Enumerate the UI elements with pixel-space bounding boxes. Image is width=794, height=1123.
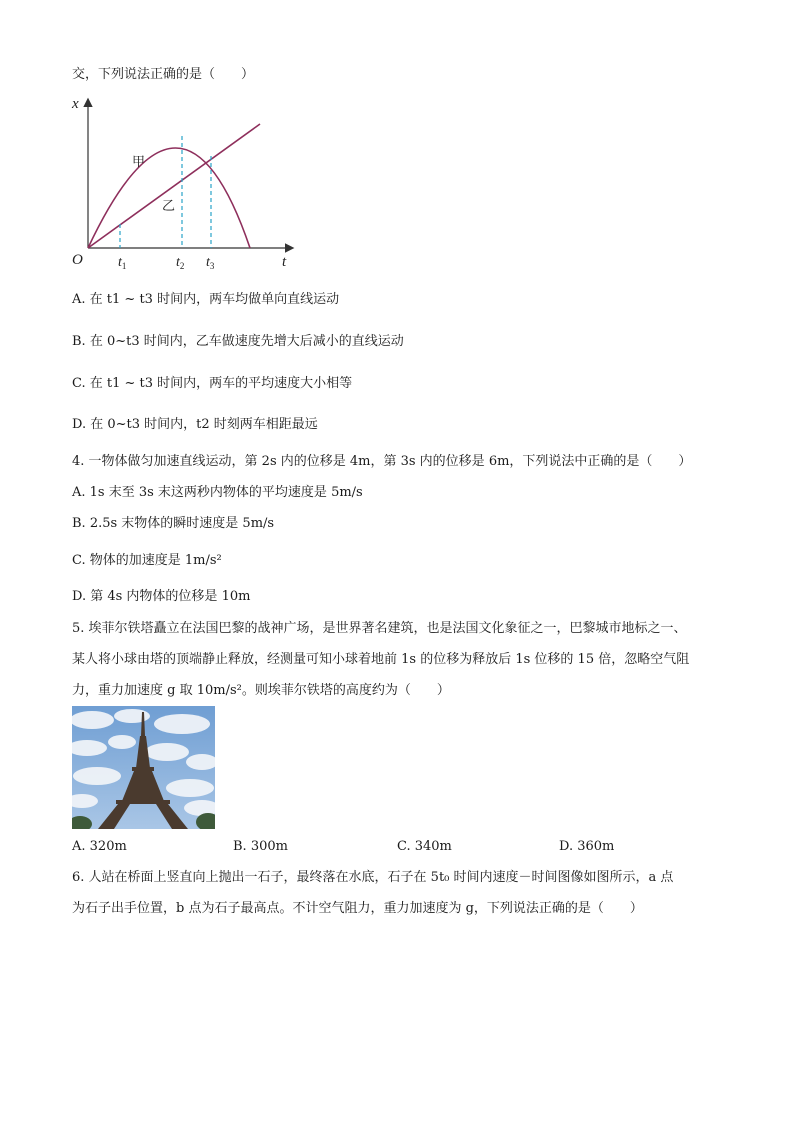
- q4-option-c: C. 物体的加速度是 1m/s²: [72, 553, 222, 568]
- origin-label: O: [72, 252, 83, 268]
- q3-option-a: A. 在 t1 ~ t3 时间内，两车均做单向直线运动: [72, 292, 340, 307]
- tick-t3: $t_3$: [206, 255, 215, 271]
- curve-yi: [88, 124, 260, 248]
- q3-option-d: D. 在 0~t3 时间内，t2 时刻两车相距最远: [72, 417, 318, 432]
- q4-stem: 4. 一物体做匀加速直线运动，第 2s 内的位移是 4m，第 3s 内的位移是 6m，下列说法中正确的是（ ）: [72, 454, 692, 469]
- q3-stem-end: 交，下列说法正确的是（ ）: [72, 67, 255, 82]
- tick-t1: $t_1$: [118, 255, 127, 271]
- q5-option-b: B. 300m: [233, 839, 288, 854]
- q4-option-a: A. 1s 末至 3s 末这两秒内物体的平均速度是 5m/s: [72, 485, 363, 500]
- q5-option-a: A. 320m: [72, 839, 127, 854]
- q5-option-c: C. 340m: [397, 839, 452, 854]
- curve-jia: [88, 148, 250, 248]
- q4-option-d: D. 第 4s 内物体的位移是 10m: [72, 589, 251, 604]
- q5-stem-line1: 5. 埃菲尔铁塔矗立在法国巴黎的战神广场，是世界著名建筑，也是法国文化象征之一，巴黎城市地标之一、: [72, 621, 687, 636]
- tick-t2: $t_2$: [176, 255, 185, 271]
- label-jia: 甲: [132, 155, 146, 170]
- q4-option-b: B. 2.5s 末物体的瞬时速度是 5m/s: [72, 516, 275, 531]
- label-yi: 乙: [162, 199, 176, 214]
- q6-stem-line2: 为石子出手位置，b 点为石子最高点。不计空气阻力，重力加速度为 g，下列说法正确的是（ ）: [72, 901, 643, 916]
- q3-option-b: B. 在 0~t3 时间内，乙车做速度先增大后减小的直线运动: [72, 334, 404, 349]
- q5-stem-line2: 某人将小球由塔的顶端静止释放，经测量可知小球着地前 1s 的位移为释放后 1s 位移的 15 倍，忽略空气阻: [72, 652, 690, 667]
- q5-stem-line3: 力，重力加速度 g 取 10m/s²。则埃菲尔铁塔的高度约为（ ）: [72, 683, 450, 698]
- q5-option-d: D. 360m: [559, 839, 615, 854]
- x-t-graph: [70, 92, 310, 272]
- q6-stem-line1: 6. 人站在桥面上竖直向上抛出一石子，最终落在水底，石子在 5t₀ 时间内速度－时间图像如图所示，a 点: [72, 870, 674, 885]
- q3-option-c: C. 在 t1 ~ t3 时间内，两车的平均速度大小相等: [72, 376, 353, 391]
- y-axis-label: x: [72, 96, 79, 112]
- eiffel-tower-photo: [72, 706, 215, 829]
- x-axis-label: t: [282, 254, 287, 270]
